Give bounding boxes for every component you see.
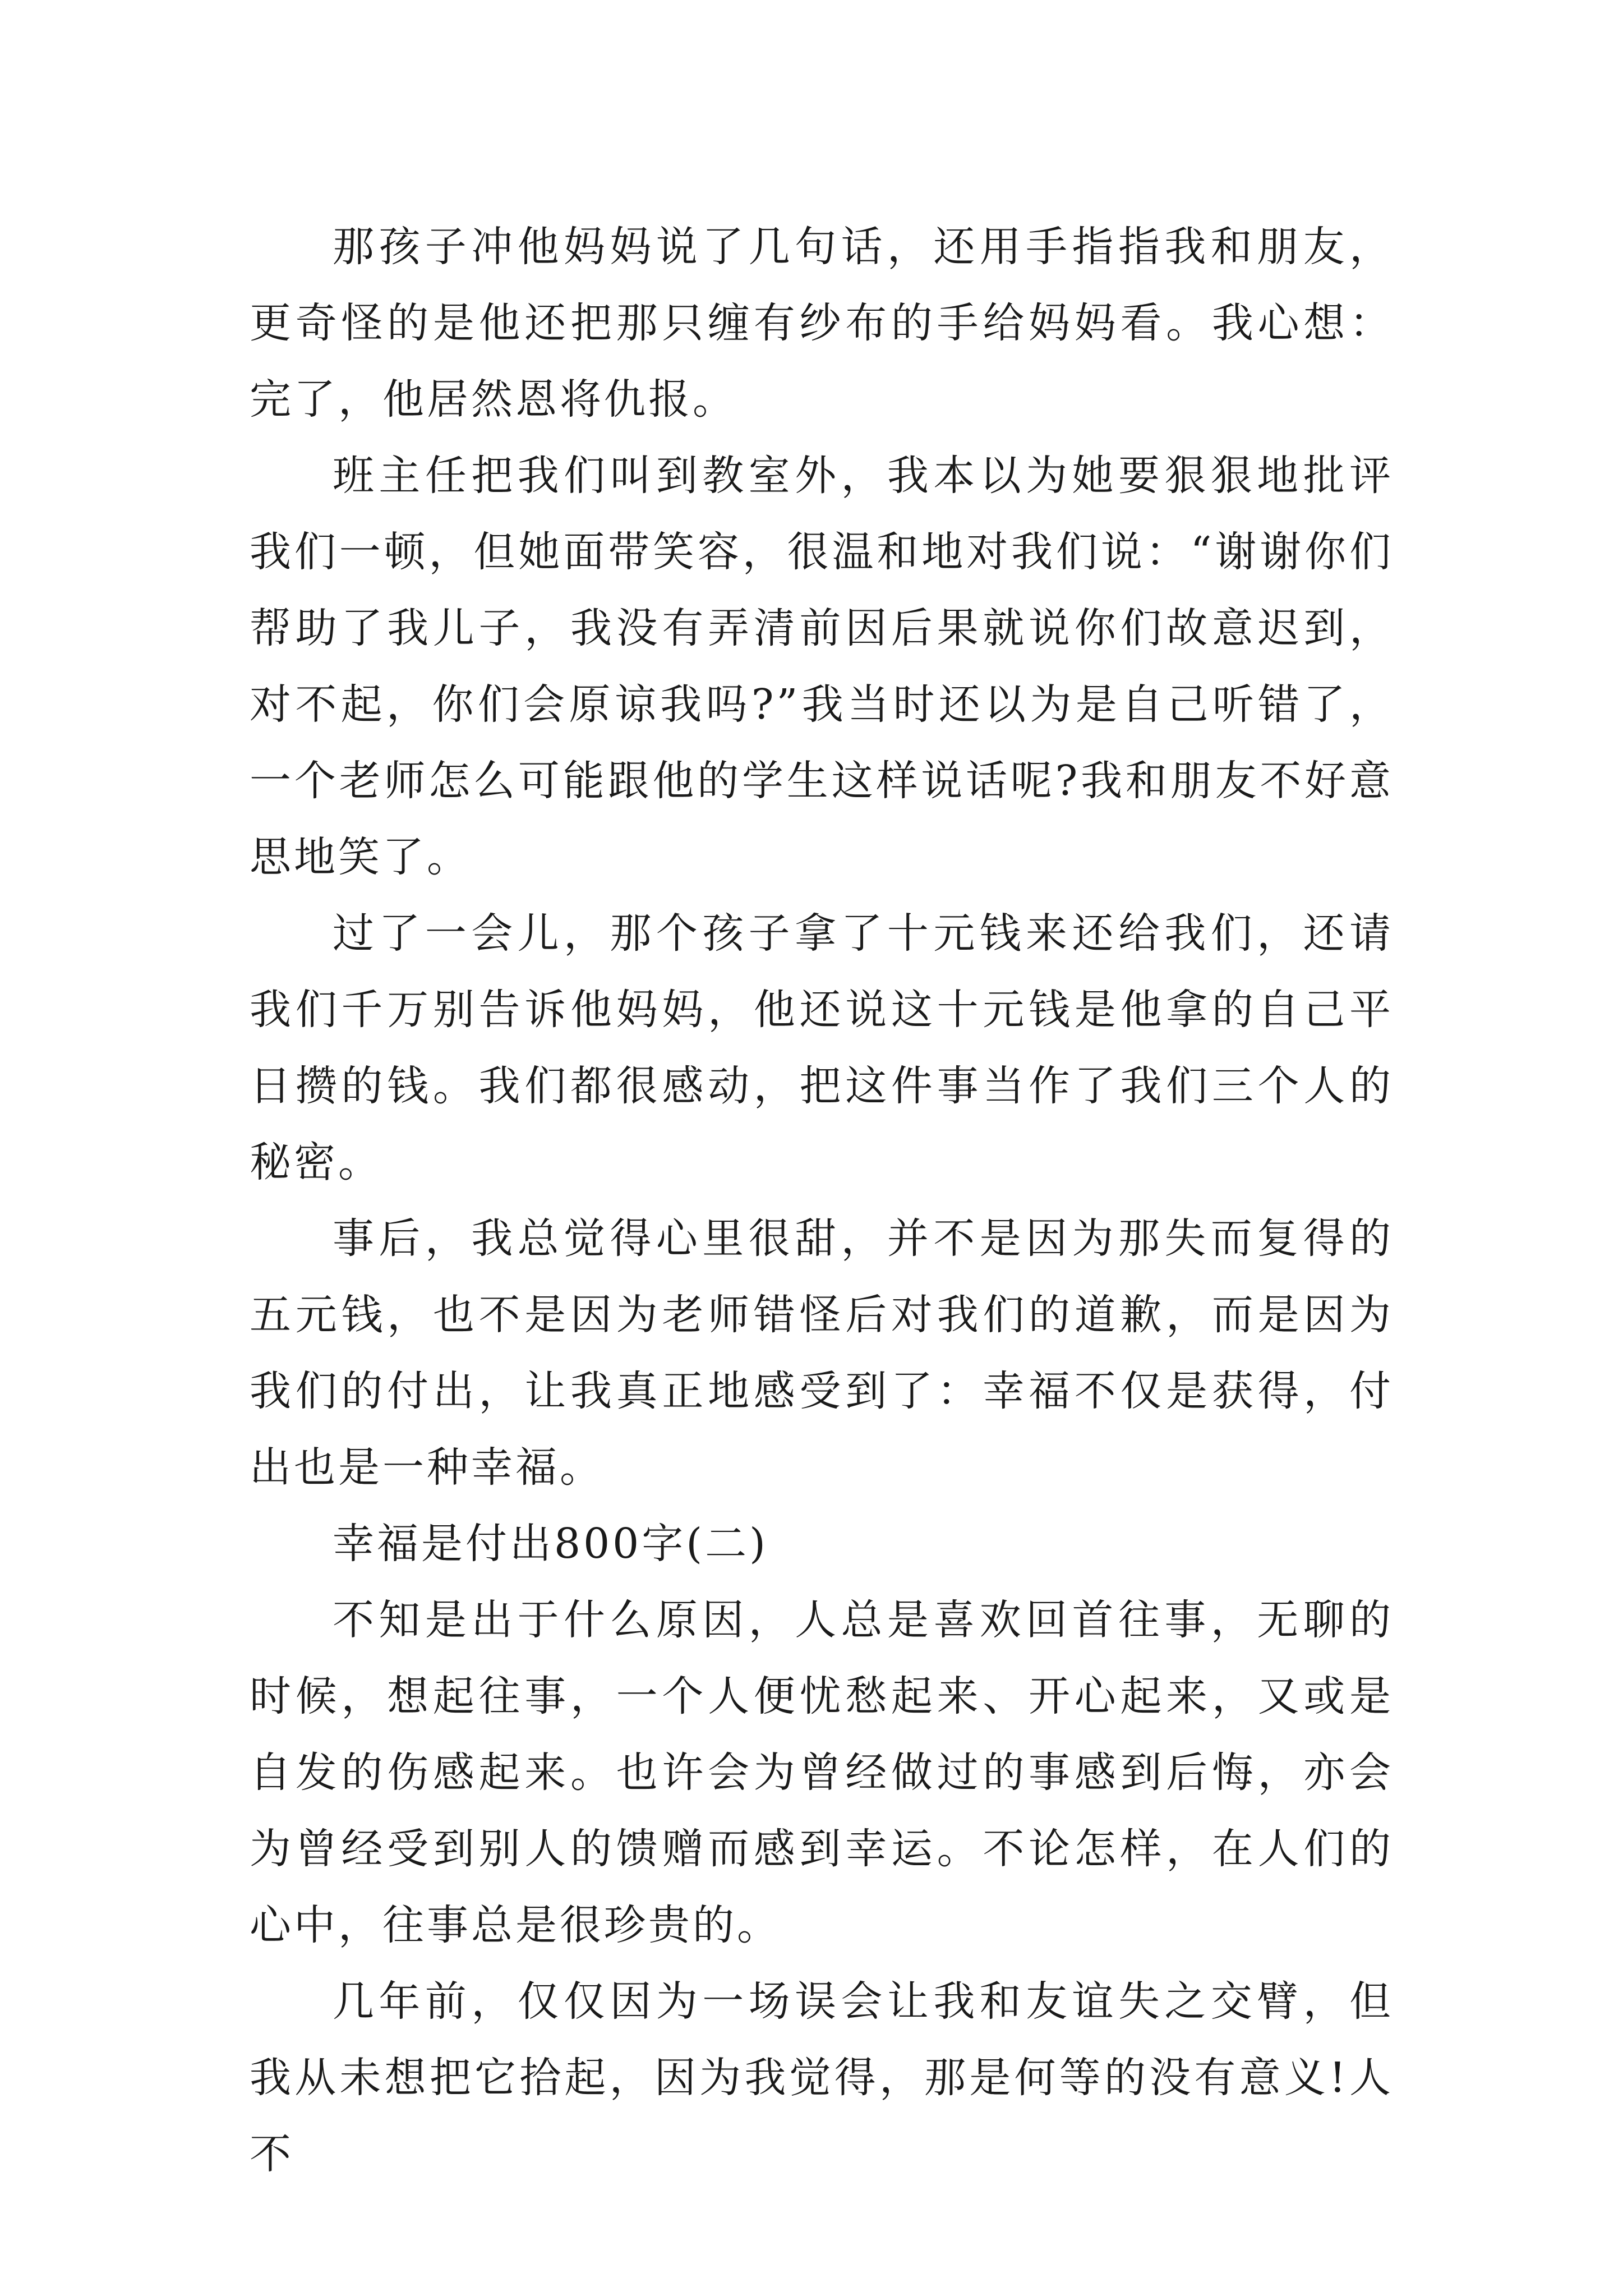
paragraph-2: 班主任把我们叫到教室外，我本以为她要狠狠地批评我们一顿，但她面带笑容，很温和地对我们说：“谢谢你们帮助了我儿子，我没有弄清前因后果就说你们故意迟到，对不起，你们会原谅我吗?”我当时还以为是自己听错了，一个老师怎么可能跟他的学生这样说话呢?我和朋友不好意思地笑了。: [250, 452, 1394, 881]
document-body: [250, 209, 1394, 2192]
paragraph-1: 那孩子冲他妈妈说了几句话，还用手指指我和朋友，更奇怪的是他还把那只缠有纱布的手给妈妈看。我心想：完了，他居然恩将仇报。: [250, 223, 1394, 424]
paragraph-6: 几年前，仅仅因为一场误会让我和友谊失之交臂，但我从未想把它拾起，因为我觉得，那是何等的没有意义!人不: [250, 1977, 1394, 2178]
paragraph-5: 不知是出于什么原因，人总是喜欢回首往事，无聊的时候，想起往事，一个人便忧愁起来、开心起来，又或是自发的伤感起来。也许会为曾经做过的事感到后悔，亦会为曾经受到别人的馈赠而感到幸运。不论怎样，在人们的心中，往事总是很珍贵的。: [250, 1596, 1394, 1949]
paragraph-4: 事后，我总觉得心里很甜，并不是因为那失而复得的五元钱，也不是因为老师错怪后对我们的道歉，而是因为我们的付出，让我真正地感受到了：幸福不仅是获得，付出也是一种幸福。: [250, 1214, 1394, 1492]
section-title: 幸福是付出800字(二): [333, 1520, 768, 1568]
paragraph-3: 过了一会儿，那个孩子拿了十元钱来还给我们，还请我们千万别告诉他妈妈，他还说这十元钱是他拿的自己平日攒的钱。我们都很感动，把这件事当作了我们三个人的秘密。: [250, 909, 1394, 1186]
